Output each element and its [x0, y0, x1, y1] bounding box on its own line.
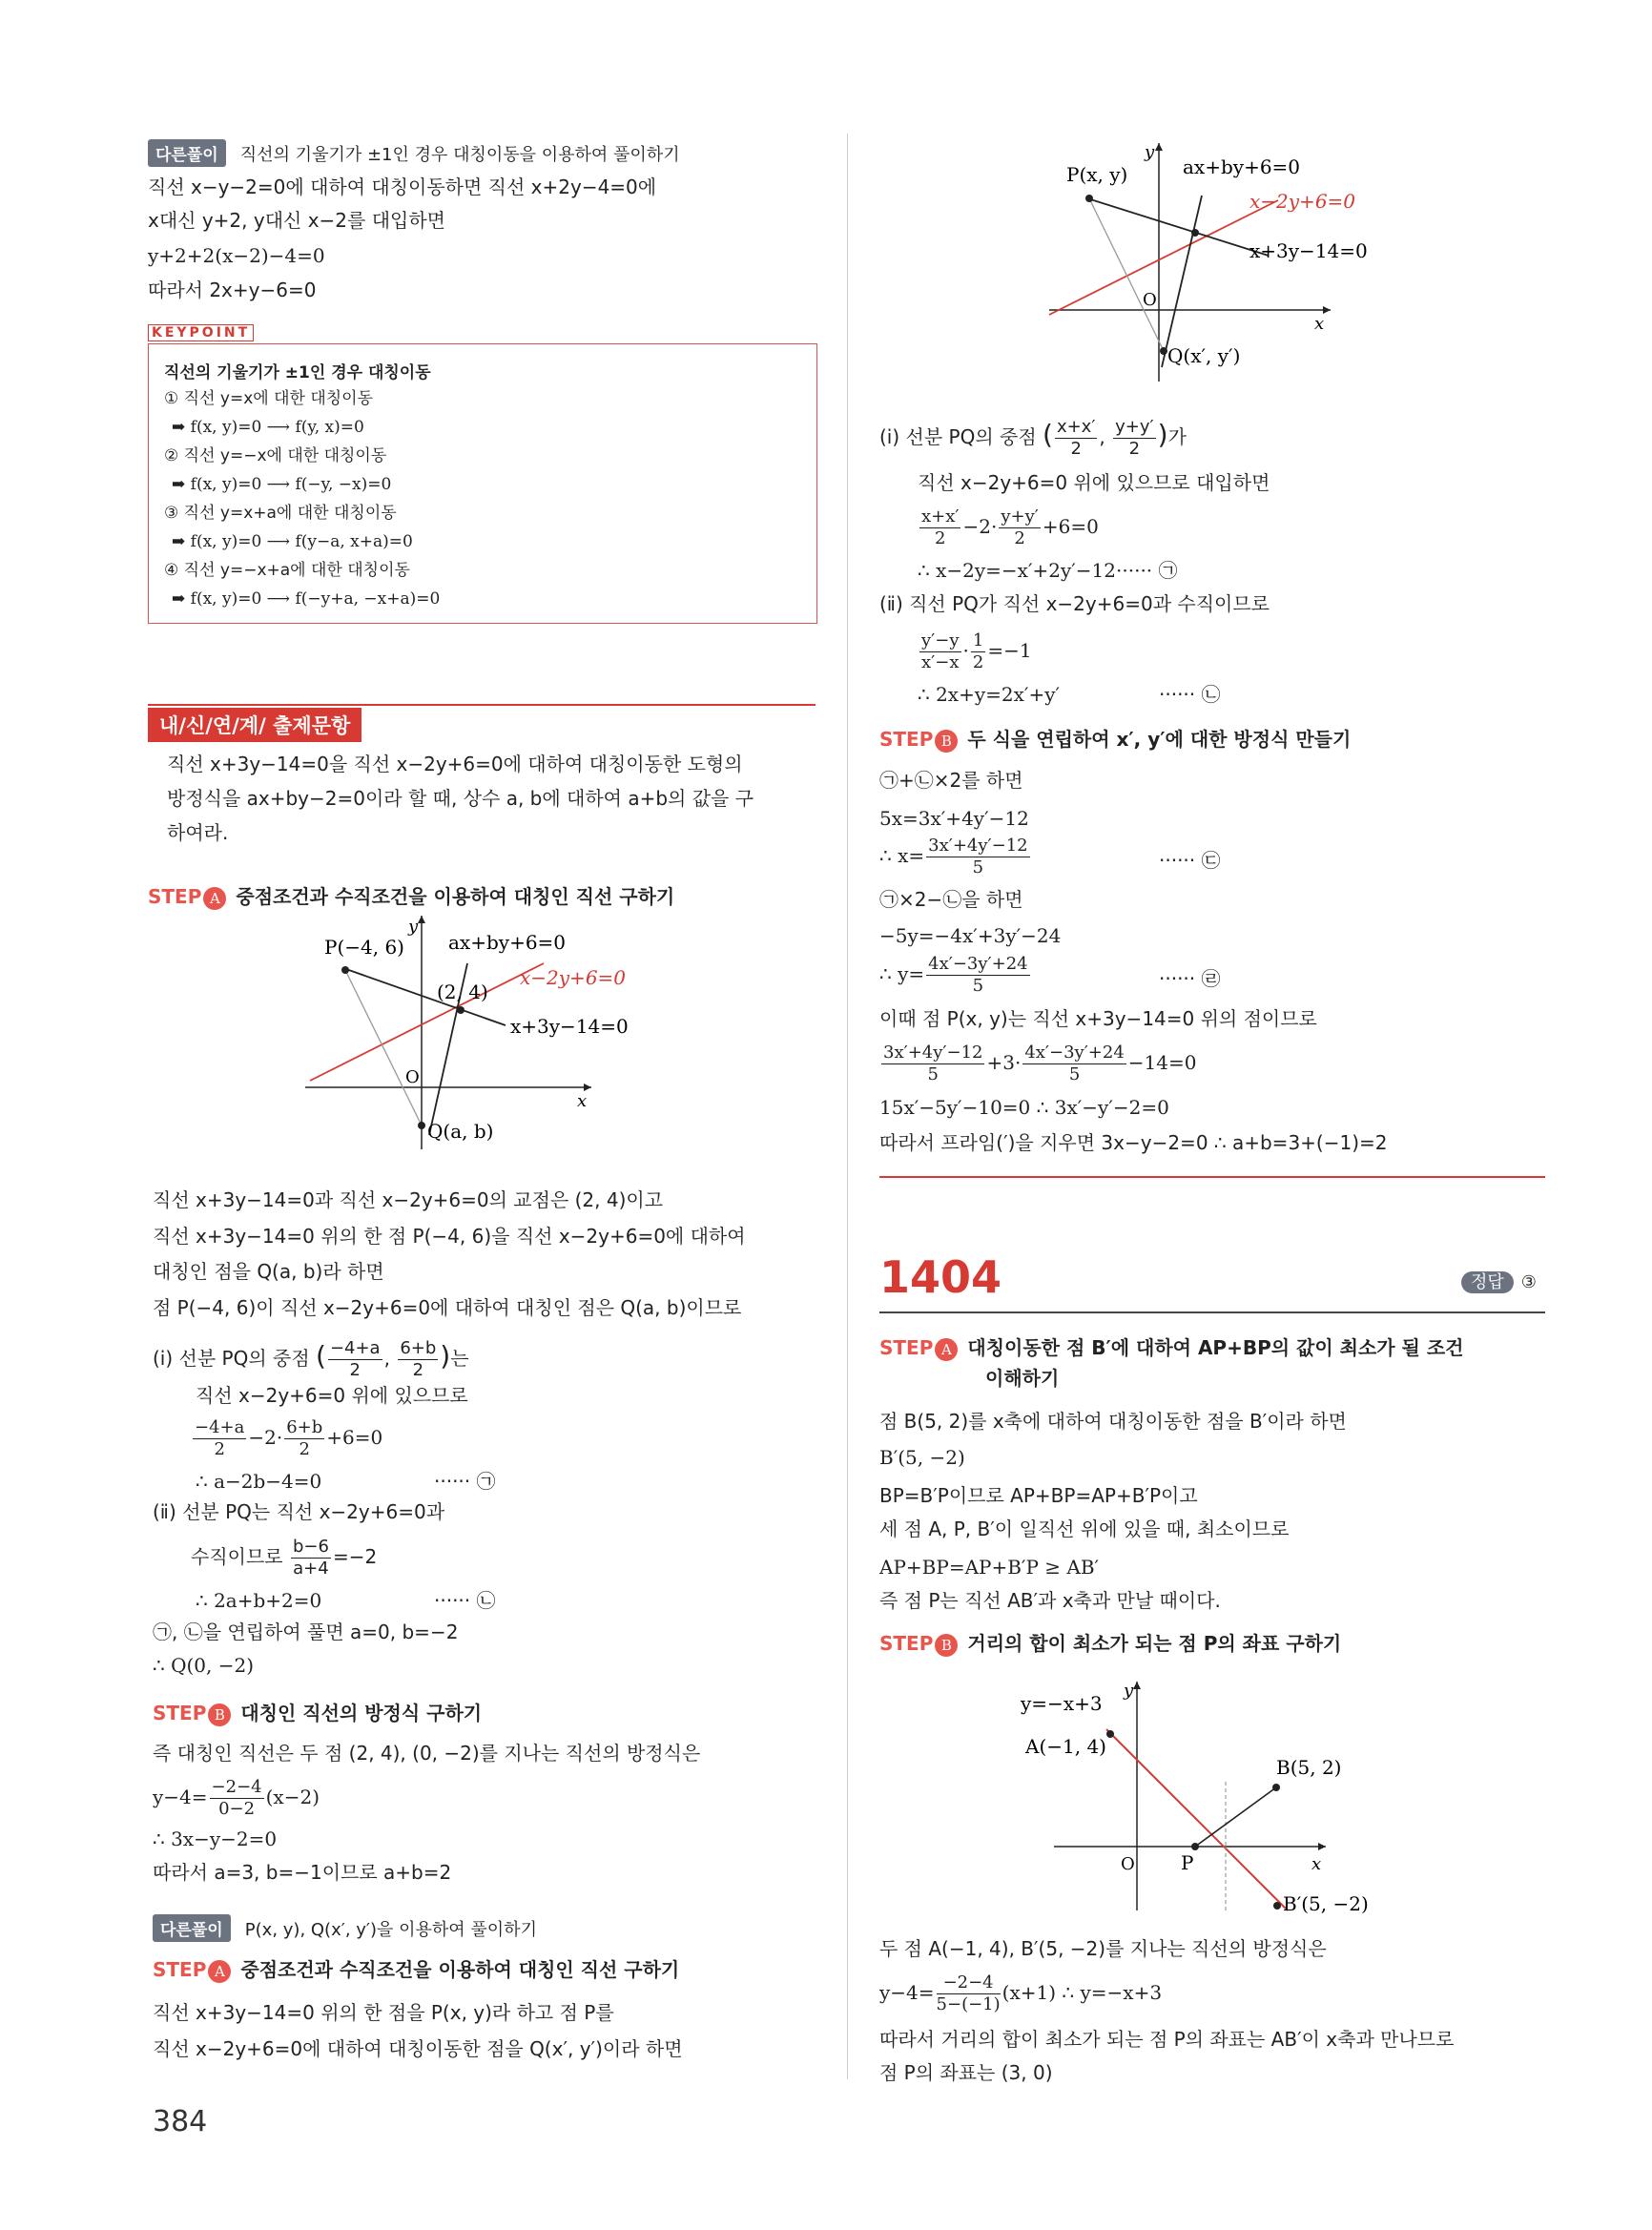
- step-badge: A: [208, 1960, 231, 1983]
- step-label: STEP: [148, 885, 202, 908]
- label-b: B(5, 2): [1276, 1756, 1342, 1779]
- answer: [1461, 1269, 1537, 1293]
- r-cond-i-eq: $\frac{x+x'}{2}$ −2· $\frac{y+y'}{2}$ +6=0: [921, 506, 1099, 548]
- page-number: 384: [153, 2105, 208, 2138]
- x-axis-arrow: [584, 1084, 591, 1091]
- alt1-line: y+2+2(x−2)−4=0: [148, 244, 325, 267]
- step-b-header: [153, 1701, 482, 1726]
- cond-i-eq: $\frac{-4+a}{2}$ −2· $\frac{6+b}{2}$ +6=0: [195, 1417, 383, 1459]
- final-line: 따라서 거리의 합이 최소가 되는 점 P의 좌표는 AB′이 x축과 만나므로: [879, 2028, 1455, 2051]
- step-badge: A: [203, 887, 226, 910]
- label-y: y: [1124, 1681, 1134, 1701]
- alt-solution-header: [148, 139, 680, 164]
- step-title: 대칭이동한 점 B′에 대하여 AP+BP의 값이 최소가 될 조건: [967, 1336, 1464, 1359]
- p-line: 즉 점 P는 직선 AB′과 x축과 만날 때이다.: [879, 1589, 1221, 1612]
- keypoint-label: KEYPOINT: [148, 324, 254, 341]
- body-line: 대칭인 점을 Q(a, b)라 하면: [153, 1260, 384, 1283]
- p-line: B′(5, −2): [879, 1446, 965, 1469]
- label-l2: x−2y+6=0: [520, 966, 627, 989]
- mirror-line: [1049, 200, 1278, 315]
- x-axis-arrow: [1318, 1843, 1326, 1850]
- step-b-final: 따라서 a=3, b=−1이므로 a+b=2: [153, 1861, 452, 1884]
- point-b-prime: [1273, 1902, 1281, 1910]
- alt-solution-tag: 다른풀이: [153, 1914, 231, 1942]
- r-step-b-line: 5x=3x′+4y′−12: [879, 807, 1029, 830]
- step-label: STEP: [879, 1336, 934, 1359]
- answer-label: 정답: [1461, 1271, 1514, 1293]
- column-divider: [847, 134, 848, 2079]
- naesin-line: 하여라.: [167, 821, 229, 844]
- point-b: [1272, 1784, 1280, 1791]
- final-eq: y−4= $\frac{-2-4}{5-(-1)}$ (x+1) ∴ y=−x+3: [879, 1972, 1163, 2014]
- label-mid: (2, 4): [437, 981, 488, 1003]
- keypoint-line: ③ 직선 y=x+a에 대한 대칭이동: [164, 504, 397, 523]
- alt1-line: 따라서 2x+y−6=0: [148, 279, 317, 301]
- alt-solution-tag: 다른풀이: [148, 139, 226, 167]
- label-l1: ax+by+6=0: [448, 931, 567, 954]
- label-p: P: [1181, 1851, 1194, 1874]
- label-x: x: [577, 1091, 588, 1111]
- keypoint-line: ➡ f(x, y)=0 ⟶ f(−y, −x)=0: [172, 475, 392, 494]
- r-step-b-header: [879, 727, 1351, 753]
- step-title: 중점조건과 수직조건을 이용하여 대칭인 직선 구하기: [240, 1958, 680, 1981]
- r-cond-i-line: 직선 x−2y+6=0 위에 있으므로 대입하면: [918, 471, 1270, 494]
- naesin-line: 방정식을 ax+by−2=0이라 할 때, 상수 a, b에 대하여 a+b의 값을 구: [167, 787, 754, 810]
- cond-i-result: ∴ a−2b−4=0: [196, 1470, 322, 1493]
- label-l1: ax+by+6=0: [1183, 155, 1301, 178]
- line-ab-prime: [1106, 1729, 1288, 1910]
- line-axby6: [1162, 196, 1202, 367]
- r-step-b-eq: ∴ x= $\frac{3x'+4y'-12}{5}$: [879, 836, 1028, 878]
- step-a2-header: [153, 1957, 679, 1983]
- label-q: Q(x′, y′): [1167, 344, 1241, 367]
- keypoint-line: ② 직선 y=−x에 대한 대칭이동: [164, 446, 387, 465]
- r-step-b-eq: $\frac{3x'+4y'-12}{5}$ +3· $\frac{4x'-3y'+24}{5}$ −14=0: [883, 1043, 1197, 1084]
- step-title: 두 식을 연립하여 x′, y′에 대한 방정식 만들기: [967, 728, 1352, 751]
- p-line: 점 B(5, 2)를 x축에 대하여 대칭이동한 점을 B′이라 하면: [879, 1410, 1347, 1433]
- y-axis-arrow: [418, 916, 425, 923]
- label-p: P(x, y): [1066, 163, 1128, 186]
- step-b-result: ∴ 3x−y−2=0: [153, 1827, 278, 1850]
- label-a: A(−1, 4): [1025, 1735, 1106, 1758]
- final-line: 점 P의 좌표는 (3, 0): [879, 2061, 1053, 2084]
- cond-i-line: 직선 x−2y+6=0 위에 있으므로: [196, 1384, 468, 1407]
- answer-value: ③: [1520, 1272, 1537, 1292]
- r-step-b-line: ㉠×2−㉡을 하면: [879, 888, 1023, 911]
- final-line: 두 점 A(−1, 4), B′(5, −2)를 지나는 직선의 방정식은: [879, 1937, 1327, 1960]
- step-b-eq: y−4= $\frac{-2-4}{0-2}$ (x−2): [153, 1777, 320, 1819]
- body-line: 직선 x+3y−14=0과 직선 x−2y+6=0의 교점은 (2, 4)이고: [153, 1188, 664, 1211]
- alt2-line: 직선 x−2y+6=0에 대하여 대칭이동한 점을 Q(x′, y′)이라 하면: [153, 2037, 683, 2060]
- segment-pq: [1089, 198, 1164, 351]
- point-intersection: [457, 1006, 465, 1014]
- p-line: AP+BP=AP+B′P ≥ AB′: [879, 1556, 1100, 1579]
- mark-a: ······ ㉠: [434, 1470, 496, 1493]
- label-y: y: [408, 917, 419, 937]
- alt2-line: 직선 x+3y−14=0 위의 한 점을 P(x, y)라 하고 점 P를: [153, 2001, 614, 2024]
- y-axis-arrow: [1133, 1682, 1141, 1689]
- label-q: Q(a, b): [427, 1120, 494, 1143]
- mark-c: ······ ㉢: [1159, 849, 1221, 872]
- step-badge: B: [935, 1634, 958, 1657]
- keypoint-line: ➡ f(x, y)=0 ⟶ f(−y+a, −x+a)=0: [172, 589, 441, 609]
- r-cond-i: (ⅰ) 선분 PQ의 중점 ( $\frac{x+x'}{2}$ , $\frac{y+y'}{2}$ )가: [879, 417, 1187, 459]
- cond-i: (ⅰ) 선분 PQ의 중점 ( $\frac{-4+a}{2}$ , $\frac{6+b}{2}$ )는: [153, 1338, 469, 1380]
- step-badge: B: [935, 730, 958, 753]
- step-label: STEP: [879, 728, 934, 751]
- r-cond-ii-result: ∴ 2x+y=2x′+y′: [918, 683, 1061, 706]
- r-step-b-line: ㉠+㉡×2를 하면: [879, 769, 1023, 792]
- r-step-b-line: −5y=−4x′+3y′−24: [879, 924, 1062, 947]
- r-cond-i-result: ∴ x−2y=−x′+2y′−12······ ㉠: [918, 559, 1178, 582]
- r-step-b-line: 이때 점 P(x, y)는 직선 x+3y−14=0 위의 점이므로: [879, 1007, 1317, 1030]
- p-line: BP=B′P이므로 AP+BP=AP+B′P이고: [879, 1484, 1198, 1507]
- y-axis-arrow: [1155, 143, 1163, 151]
- segment-pq: [345, 970, 422, 1125]
- cond-ii-result: ∴ 2a+b+2=0: [196, 1589, 322, 1612]
- naesin-rule: [148, 704, 816, 706]
- r-cond-ii-line: (ⅱ) 직선 PQ가 직선 x−2y+6=0과 수직이므로: [879, 592, 1270, 615]
- step-title: 대칭인 직선의 방정식 구하기: [240, 1702, 483, 1724]
- point-q: [1160, 347, 1167, 355]
- cond-ii-line: (ⅱ) 선분 PQ는 직선 x−2y+6=0과: [153, 1500, 445, 1523]
- keypoint-line: ① 직선 y=x에 대한 대칭이동: [164, 389, 374, 408]
- label-line: y=−x+3: [1021, 1692, 1103, 1715]
- point-p: [1191, 1843, 1199, 1850]
- label-x: x: [1314, 314, 1325, 334]
- section-rule: [879, 1176, 1545, 1178]
- conclusion-line: ∴ Q(0, −2): [153, 1654, 255, 1677]
- graph-reflection-1: [305, 911, 658, 1154]
- step-badge: A: [935, 1338, 958, 1361]
- r-step-b-line: 15x′−5y′−10=0 ∴ 3x′−y′−2=0: [879, 1096, 1169, 1119]
- p-step-a-header: [879, 1335, 1463, 1361]
- graph-reflection-2: [1040, 134, 1421, 391]
- label-y: y: [1145, 142, 1155, 162]
- cond-ii-eq: 수직이므로 $\frac{b-6}{a+4}$ =−2: [191, 1537, 378, 1579]
- mark-b: ······ ㉡: [434, 1589, 496, 1612]
- problem-number: 1404: [879, 1251, 1002, 1303]
- mark-d: ······ ㉣: [1159, 967, 1221, 990]
- conclusion-line: ㉠, ㉡을 연립하여 풀면 a=0, b=−2: [153, 1621, 459, 1643]
- naesin-line: 직선 x+3y−14=0을 직선 x−2y+6=0에 대하여 대칭이동한 도형의: [167, 753, 743, 775]
- r-cond-ii-eq: $\frac{y'-y}{x'-x}$ · $\frac{1}{2}$ =−1: [921, 630, 1032, 672]
- step-b-line: 즉 대칭인 직선은 두 점 (2, 4), (0, −2)를 지나는 직선의 방정식은: [153, 1742, 701, 1765]
- keypoint-line: ➡ f(x, y)=0 ⟶ f(y, x)=0: [172, 418, 364, 437]
- mirror-line: [310, 963, 544, 1081]
- label-l3: x+3y−14=0: [510, 1015, 629, 1038]
- label-o: O: [1121, 1854, 1135, 1874]
- point-intersection: [1191, 229, 1199, 237]
- step-title: 거리의 합이 최소가 되는 점 P의 좌표 구하기: [967, 1632, 1342, 1655]
- label-l3: x+3y−14=0: [1249, 239, 1368, 262]
- step-a-header: [148, 884, 674, 910]
- alt-solution-title: P(x, y), Q(x′, y′)을 이용하여 풀이하기: [244, 1920, 537, 1940]
- r-step-b-eq: ∴ y= $\frac{4x'-3y'+24}{5}$: [879, 954, 1028, 996]
- label-o: O: [1143, 290, 1157, 310]
- graph-min-distance: [1011, 1667, 1393, 1920]
- alt1-line: x대신 y+2, y대신 x−2를 대입하면: [148, 209, 445, 232]
- naesin-label: 내/신/연/계/ 출제문항: [148, 708, 361, 742]
- p-step-b-header: [879, 1631, 1341, 1657]
- keypoint-line: ➡ f(x, y)=0 ⟶ f(y−a, x+a)=0: [172, 532, 413, 551]
- step-label: STEP: [153, 1702, 207, 1724]
- label-o: O: [405, 1067, 420, 1087]
- step-label: STEP: [153, 1958, 207, 1981]
- p-line: 세 점 A, P, B′이 일직선 위에 있을 때, 최소이므로: [879, 1518, 1290, 1540]
- point-p: [341, 966, 349, 974]
- label-p: P(−4, 6): [324, 936, 404, 959]
- mark-b: ······ ㉡: [1159, 683, 1221, 706]
- alt-solution-title: 직선의 기울기가 ±1인 경우 대칭이동을 이용하여 풀이하기: [239, 145, 680, 165]
- point-a: [1106, 1730, 1114, 1738]
- alt-solution-header-2: [153, 1914, 537, 1939]
- alt1-line: 직선 x−y−2=0에 대하여 대칭이동하면 직선 x+2y−4=0에: [148, 176, 657, 198]
- x-axis-arrow: [1323, 306, 1331, 314]
- r-step-b-line: 따라서 프라임(′)을 지우면 3x−y−2=0 ∴ a+b=3+(−1)=2: [879, 1131, 1388, 1154]
- label-b-prime: B′(5, −2): [1283, 1892, 1369, 1915]
- body-line: 직선 x+3y−14=0 위의 한 점 P(−4, 6)을 직선 x−2y+6=0에 대하여: [153, 1225, 746, 1248]
- body-line: 점 P(−4, 6)이 직선 x−2y+6=0에 대하여 대칭인 점은 Q(a, b)이므로: [153, 1296, 742, 1319]
- step-badge: B: [208, 1703, 231, 1726]
- label-x: x: [1311, 1854, 1322, 1874]
- line-x3y14: [1087, 198, 1269, 256]
- step-label: STEP: [879, 1632, 934, 1655]
- keypoint-title: 직선의 기울기가 ±1인 경우 대칭이동: [164, 363, 431, 382]
- label-l2: x−2y+6=0: [1249, 190, 1356, 213]
- point-p: [1085, 195, 1093, 202]
- step-title: 중점조건과 수직조건을 이용하여 대칭인 직선 구하기: [236, 885, 675, 908]
- step-title-cont: 이해하기: [985, 1367, 1060, 1390]
- segment-pb: [1195, 1787, 1276, 1847]
- keypoint-line: ④ 직선 y=−x+a에 대한 대칭이동: [164, 561, 410, 580]
- point-q: [418, 1122, 425, 1129]
- problem-rule: [879, 1311, 1545, 1313]
